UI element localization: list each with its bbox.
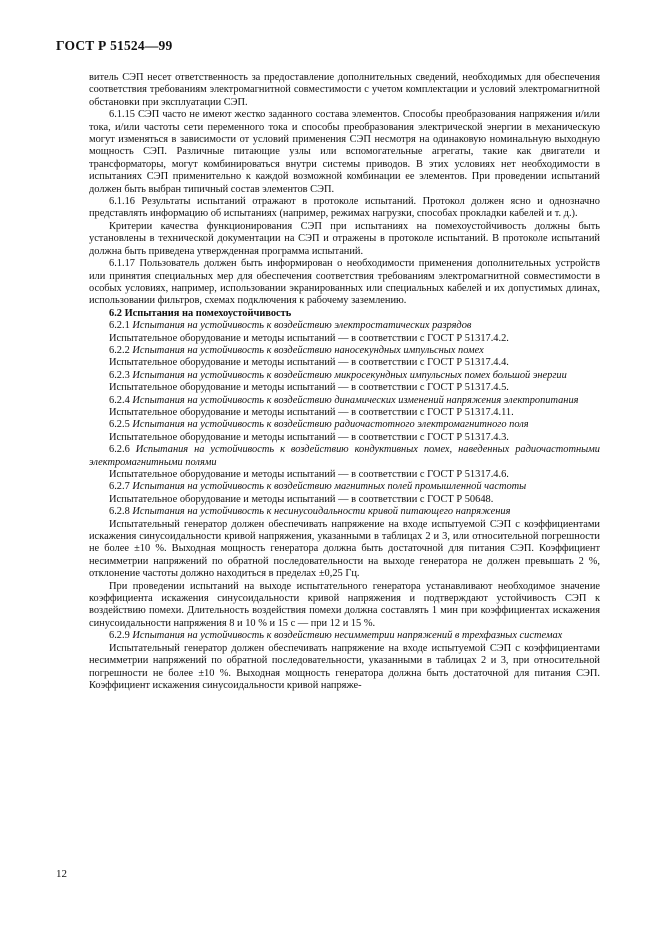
section-heading: 6.2 Испытания на помехоустойчивость: [109, 307, 292, 319]
paragraph: Испытательное оборудование и методы испытаний — в соответствии с ГОСТ Р 51317.4.2.: [109, 332, 509, 344]
section-number: 6.2.6: [109, 444, 130, 456]
paragraph: 6.1.17 Пользователь должен быть информирован о необходимости применения дополнительных устройств или принятия специальных мер для обеспечения соответствия требованиям электромагнитной совместимости в особых условиях, например, использовании экранированных или специальных кабелей и их допустимых длинах, использовании фильтров, схемах подключения к рабочему заземлению.: [89, 258, 600, 307]
section-number: 6.2.8: [109, 506, 130, 518]
paragraph: 6.1.16 Результаты испытаний отражают в протоколе испытаний. Протокол должен ясно и однозначно представлять информацию об испытаниях (например, режимах нагрузки, способах прокладки кабелей и т. д.).: [89, 196, 600, 220]
paragraph: Испытательный генератор должен обеспечивать напряжение на входе испытуемой СЭП с коэффициентами несимметрии напряжений по обратной последовательности, указанными в таблицах 2 и 3, при относительной погрешности не более ±10 %. Выходная мощность генератора должна быть достаточной для питания СЭП. Коэффициент искажения синусоидальности кривой напряже-: [89, 642, 600, 691]
document-header: ГОСТ Р 51524—99: [56, 38, 173, 53]
section-subheading: [89, 481, 600, 493]
paragraph: Испытательное оборудование и методы испытаний — в соответствии с ГОСТ Р 51317.4.5.: [109, 382, 509, 394]
paragraph: При проведении испытаний на выходе испытательного генератора устанавливают необходимое значение коэффициента искажения синусоидальности кривой напряжения и подтверждают устойчивость СЭП к воздействию помехи. Длительность воздействия помехи должна составлять 1 мин при коэффициентах искажения синусоидальности напряжения 8 и 10 % и 15 с — при 12 и 15 %.: [89, 580, 600, 629]
paragraph: витель СЭП несет ответственность за предоставление дополнительных сведений, необходимых для обеспечения соответствия требованиям электромагнитной совместимости с учетом комплектации и условий электромагнитной обстановки при эксплуатации СЭП.: [89, 72, 600, 108]
section-number: 6.2.5: [109, 419, 130, 431]
section-title: Испытания на устойчивость к воздействию радиочастотного электромагнитного поля: [132, 419, 529, 431]
page-number: 12: [56, 868, 67, 880]
paragraph: Испытательное оборудование и методы испытаний — в соответствии с ГОСТ Р 50648.: [109, 493, 494, 505]
section-number: 6.2.3: [109, 369, 130, 381]
section-number: 6.2.9: [109, 630, 130, 642]
section-subheading: [89, 444, 600, 469]
paragraph: Испытательное оборудование и методы испытаний — в соответствии с ГОСТ Р 51317.4.6.: [109, 469, 509, 480]
section-title: Испытания на устойчивость к несинусоидальности кривой питающего напряжения: [132, 506, 511, 518]
section-subheading: [89, 506, 600, 518]
document-body: [89, 72, 600, 692]
section-number: 6.2.4: [109, 394, 130, 406]
section-title: Испытания на устойчивость к воздействию электростатических разрядов: [132, 320, 472, 332]
section-title: Испытания на устойчивость к воздействию динамических изменений напряжения электропитания: [132, 394, 579, 406]
section-number: 6.2.7: [109, 481, 130, 493]
section-title: Испытания на устойчивость к воздействию наносекундных импульсных помех: [132, 344, 484, 356]
paragraph: 6.1.15 СЭП часто не имеют жестко заданного состава элементов. Способы преобразования напряжения и/или тока, и/или частоты сети переменного тока и способы преобразования электрической энергии в механическую могут изменяться в зависимости от условий применения СЭП несмотря на одинаковую номинальную выходную мощность СЭП. Различные питающие узлы или вспомогательные агрегаты, такие как двигатели и трансформаторы, могут комбинироваться внутри системы приводов. В этих условиях нет необходимости в испытаниях СЭП применительно к каждой возможной комбинации ее элементов. При проведении испытаний должен быть выбран типичный состав элементов СЭП.: [89, 109, 600, 195]
section-title: Испытания на устойчивость к воздействию магнитных полей промышленной частоты: [132, 481, 527, 493]
paragraph: Критерии качества функционирования СЭП при испытаниях на помехоустойчивость должны быть установлены в технической документации на СЭП и отражены в протоколе испытаний. В протоколе испытаний должна быть приведена утвержденная программа испытаний.: [89, 220, 600, 257]
section-subheading: [89, 395, 600, 407]
section-title: Испытания на устойчивость к воздействию несимметрии напряжений в трехфазных системах: [132, 630, 563, 642]
section-title: Испытания на устойчивость к воздействию кондуктивных помех, наведенных радиочастотными электромагнитными полями: [89, 444, 600, 468]
section-subheading: [89, 345, 600, 357]
paragraph: Испытательный генератор должен обеспечивать напряжение на входе испытуемой СЭП с коэффициентами искажения синусоидальности кривой напряжения, указанными в таблицах 2 и 3, или относительной погрешности не более ±10 %. Выходная мощность генератора должна быть достаточной для питания СЭП. Коэффициент несимметрии напряжений по обратной последовательности на выходе генератора не должен превышать 2 %, отклонение частоты должно находиться в пределах ±0,25 Гц.: [89, 518, 600, 580]
paragraph: Испытательное оборудование и методы испытаний — в соответствии с ГОСТ Р 51317.4.4.: [109, 357, 509, 369]
section-number: 6.2.2: [109, 344, 130, 356]
section-subheading: [89, 320, 600, 332]
paragraph: Испытательное оборудование и методы испытаний — в соответствии с ГОСТ Р 51317.4.3.: [109, 431, 509, 443]
section-subheading: [89, 630, 600, 642]
section-subheading: [89, 370, 600, 382]
paragraph: Испытательное оборудование и методы испытаний — в соответствии с ГОСТ Р 51317.4.11.: [109, 406, 514, 418]
section-subheading: [89, 419, 600, 431]
section-number: 6.2.1: [109, 320, 130, 332]
section-title: Испытания на устойчивость к воздействию микросекундных импульсных помех большой энергии: [132, 369, 567, 381]
